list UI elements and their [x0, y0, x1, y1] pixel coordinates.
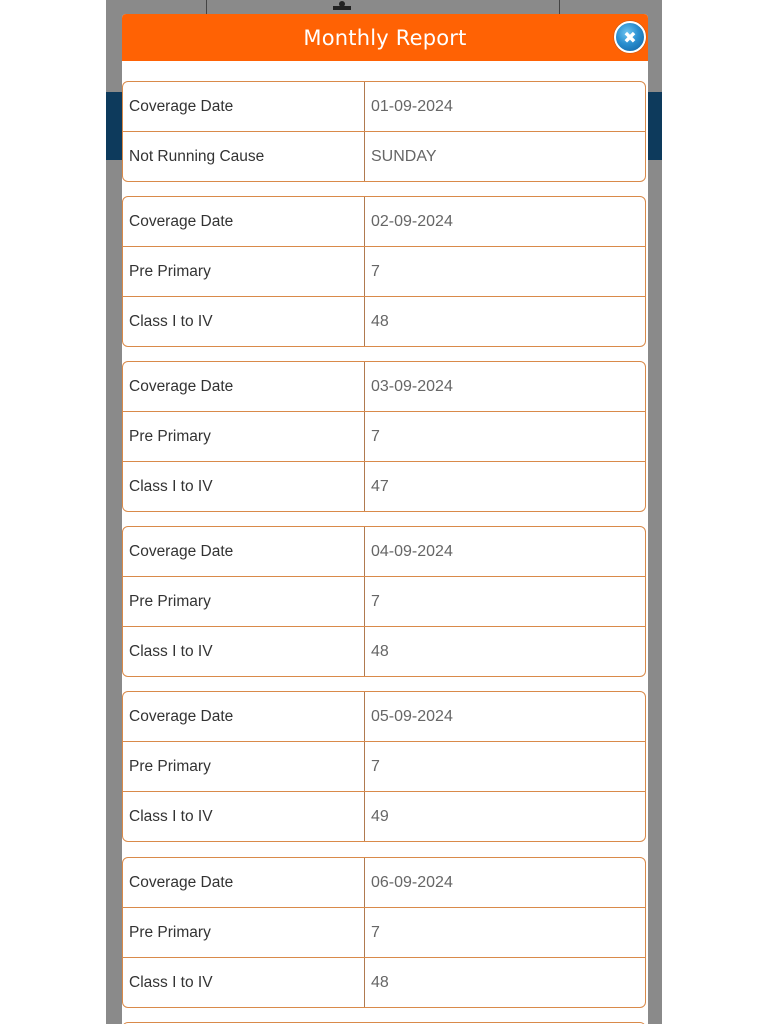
row-label: Class I to IV	[123, 627, 365, 676]
table-row	[123, 132, 645, 181]
table-row	[123, 577, 645, 627]
report-record	[122, 526, 646, 677]
row-value: 49	[371, 807, 389, 825]
row-value: 7	[371, 757, 380, 775]
table-row	[123, 412, 645, 462]
table-row	[123, 742, 645, 792]
table-row	[123, 958, 645, 1007]
row-label: Coverage Date	[123, 362, 365, 411]
row-value: 7	[371, 923, 380, 941]
table-row	[123, 692, 645, 742]
table-row	[123, 462, 645, 511]
row-label: Class I to IV	[123, 297, 365, 346]
row-label: Coverage Date	[123, 692, 365, 741]
row-value: 02-09-2024	[371, 212, 453, 230]
row-value: SUNDAY	[371, 147, 437, 165]
row-value: 03-09-2024	[371, 377, 453, 395]
row-label: Coverage Date	[123, 527, 365, 576]
row-label: Pre Primary	[123, 742, 365, 791]
row-value: 7	[371, 262, 380, 280]
row-value: 48	[371, 642, 389, 660]
table-row	[123, 247, 645, 297]
table-row	[123, 627, 645, 676]
report-record	[122, 857, 646, 1008]
row-value: 48	[371, 312, 389, 330]
table-row	[123, 362, 645, 412]
row-label: Not Running Cause	[123, 132, 365, 181]
row-label: Class I to IV	[123, 462, 365, 511]
report-record	[122, 81, 646, 182]
row-value: 47	[371, 477, 389, 495]
row-value: 7	[371, 592, 380, 610]
row-label: Coverage Date	[123, 858, 365, 907]
row-label: Pre Primary	[123, 412, 365, 461]
row-value: 48	[371, 973, 389, 991]
background-header-box	[206, 0, 560, 14]
table-row	[123, 297, 645, 346]
row-label: Coverage Date	[123, 197, 365, 246]
report-record	[122, 691, 646, 842]
row-label: Coverage Date	[123, 82, 365, 131]
report-record	[122, 361, 646, 512]
row-value: 04-09-2024	[371, 542, 453, 560]
row-label: Class I to IV	[123, 958, 365, 1007]
monthly-report-modal	[122, 14, 648, 1024]
row-label: Pre Primary	[123, 908, 365, 957]
close-button[interactable]	[614, 21, 646, 53]
table-row	[123, 792, 645, 841]
table-row	[123, 197, 645, 247]
table-row	[123, 858, 645, 908]
table-row	[123, 527, 645, 577]
row-value: 7	[371, 427, 380, 445]
row-label: Pre Primary	[123, 247, 365, 296]
row-value: 06-09-2024	[371, 873, 453, 891]
logo-icon	[325, 0, 359, 10]
modal-title: Monthly Report	[303, 25, 467, 50]
row-value: 05-09-2024	[371, 707, 453, 725]
row-label: Pre Primary	[123, 577, 365, 626]
table-row	[123, 82, 645, 132]
report-record	[122, 196, 646, 347]
close-icon: ✖	[623, 27, 637, 47]
row-label: Class I to IV	[123, 792, 365, 841]
modal-header	[122, 14, 648, 61]
table-row	[123, 908, 645, 958]
row-value: 01-09-2024	[371, 97, 453, 115]
